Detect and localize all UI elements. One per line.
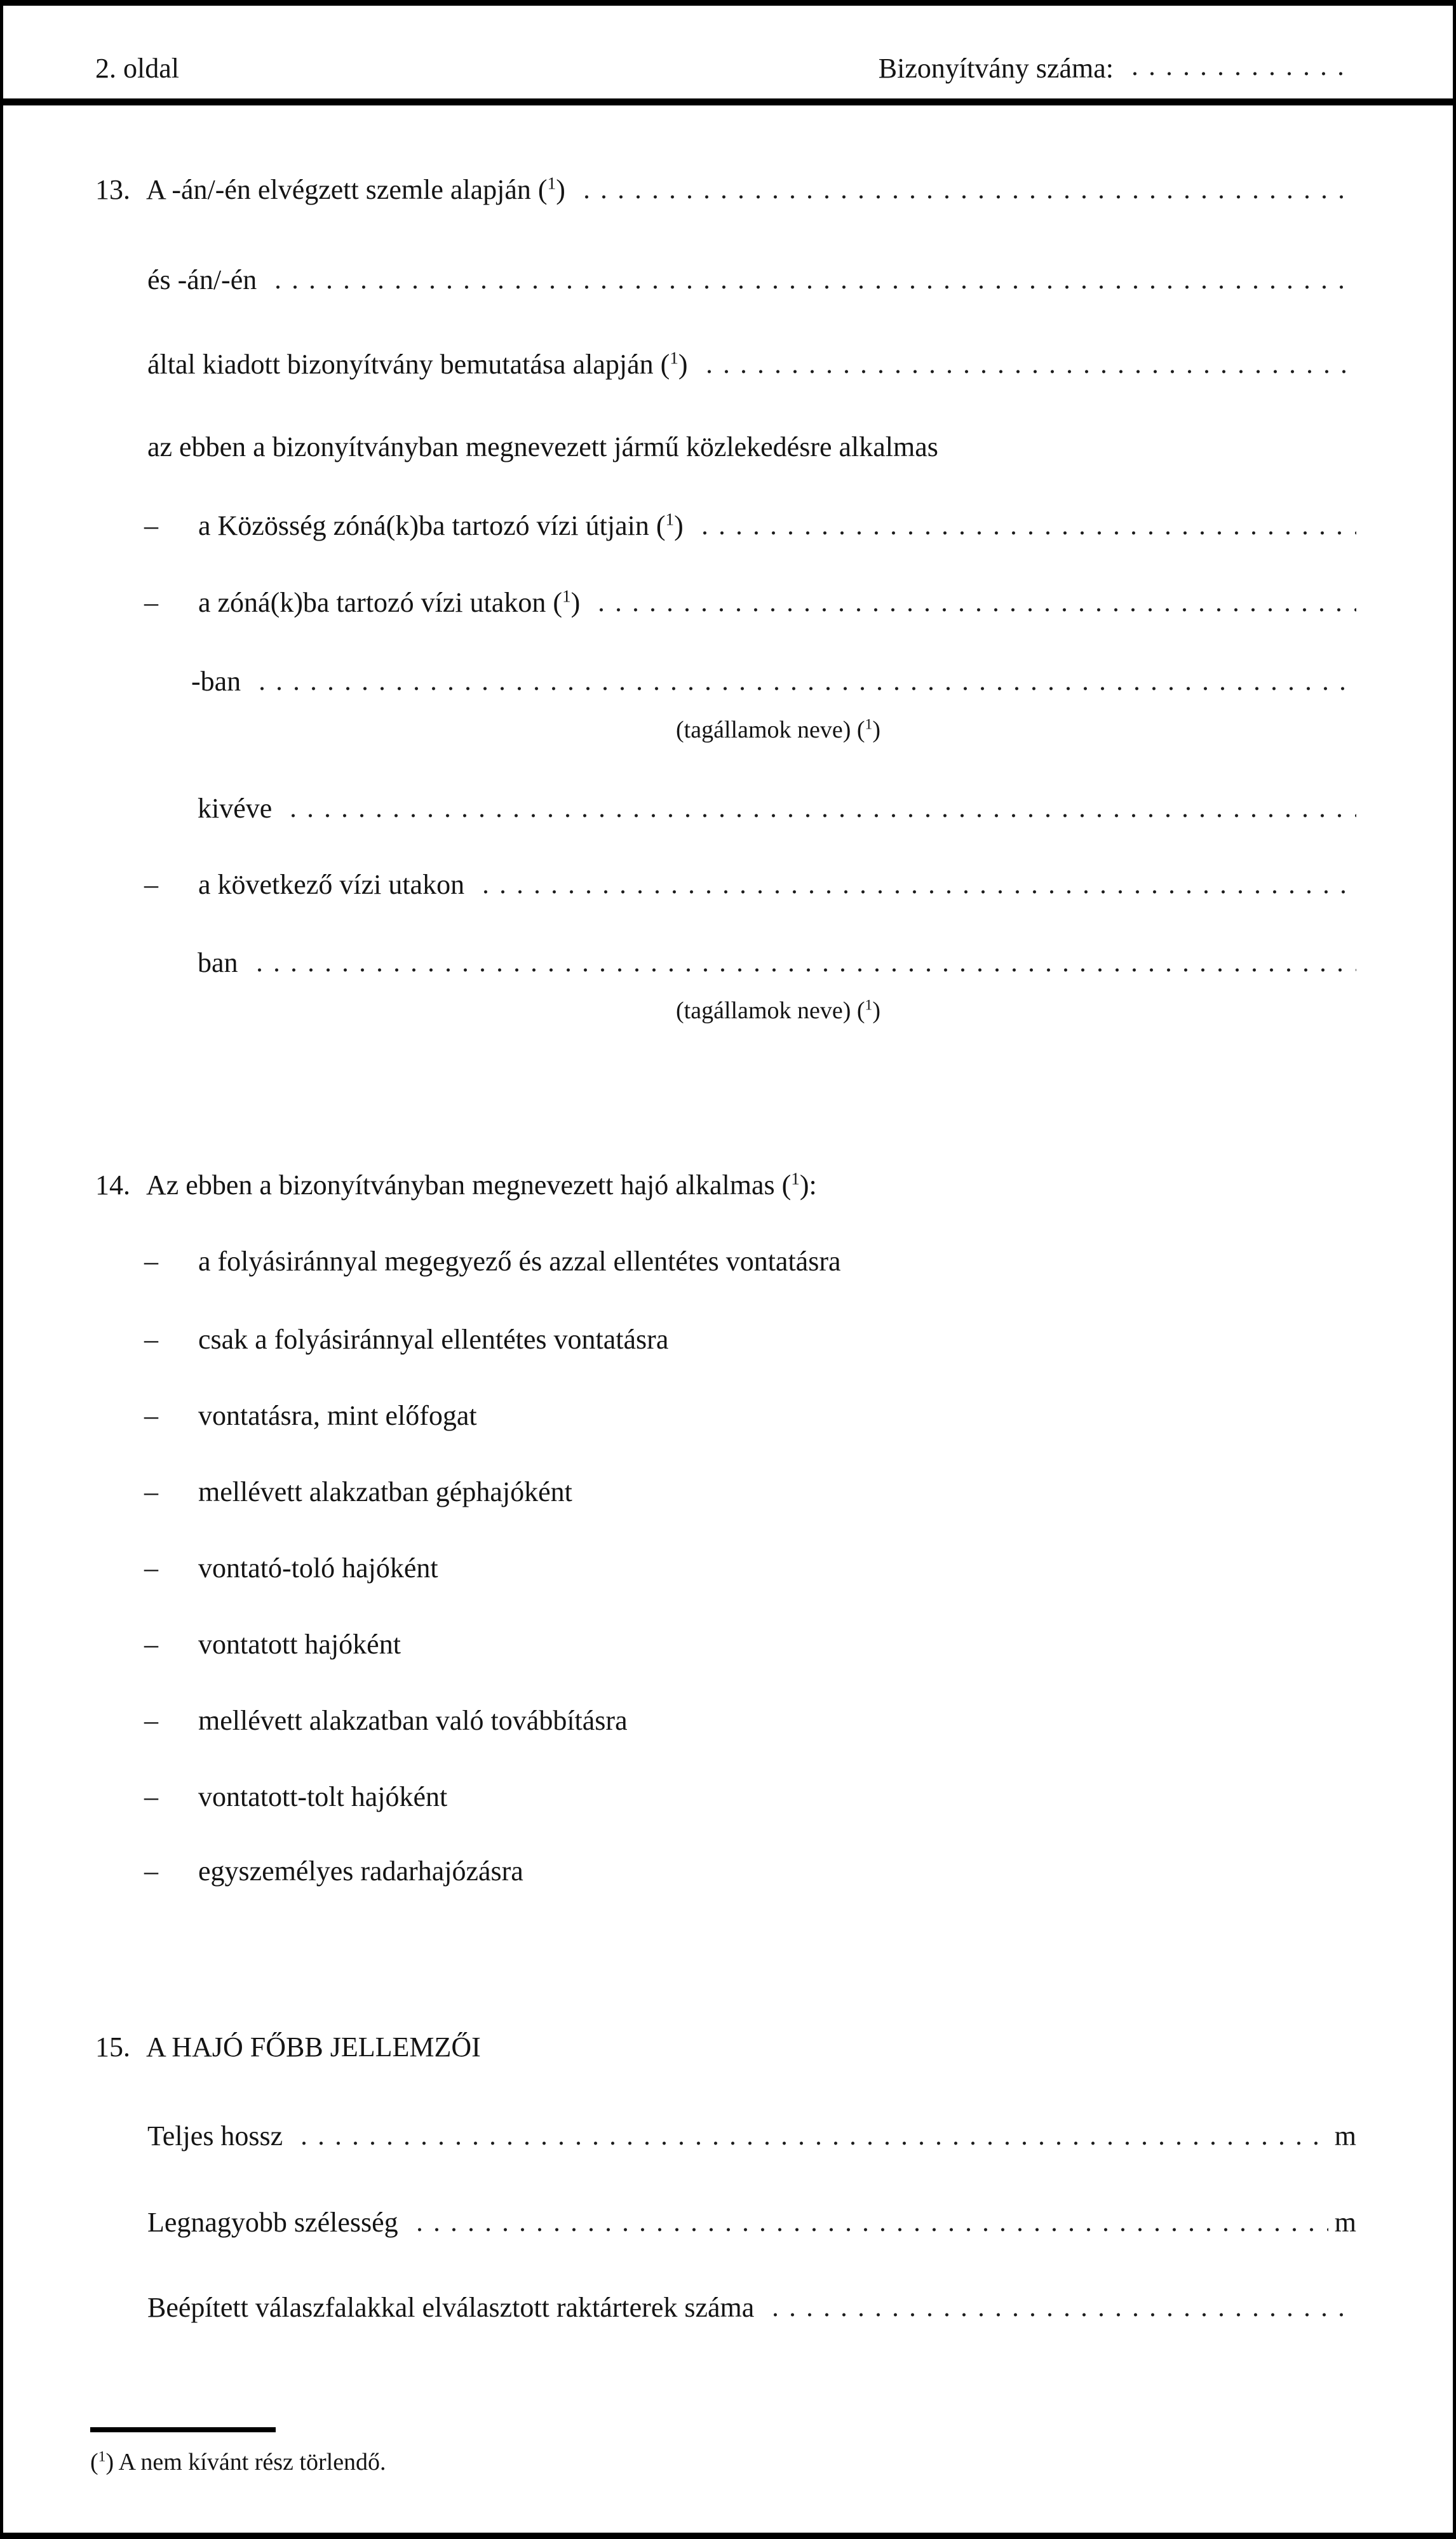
dash-bullet: – [144, 1855, 158, 1887]
item-14-option-label: vontatásra, mint előfogat [198, 1400, 477, 1431]
item-13-following-waterways-row [144, 867, 1356, 903]
item-13-community-zones-row [144, 508, 1356, 544]
metric-row-hold-count [147, 2290, 1356, 2326]
dotted-fill-line [278, 795, 1356, 826]
dotted-fill-line [289, 2122, 1328, 2154]
dash-bullet: – [144, 869, 158, 900]
dotted-fill-line [760, 2294, 1356, 2326]
item-13-number: 13. [95, 174, 130, 205]
item-13-and-label: és -án/-én [147, 264, 257, 295]
dotted-fill-line [572, 176, 1356, 208]
unit-label: m [1334, 2120, 1356, 2152]
certificate-number-dotted-line [1120, 53, 1356, 84]
unit-label: m [1334, 2207, 1356, 2238]
page-header [3, 6, 1453, 105]
item-13-intro-label: A -án/-én elvégzett szemle alapján ($^1$) [146, 173, 565, 205]
item-13-and-row [147, 262, 1356, 298]
item-14-title-label: Az ebben a bizonyítványban megnevezett hajó alkalmas ($^1$): [146, 1169, 817, 1201]
dotted-fill-line [471, 871, 1356, 903]
member-states-caption: (tagállamok neve) ($^1$) [676, 716, 880, 743]
item-14-option-label: mellévett alakzatban való továbbításra [198, 1705, 628, 1736]
metric-label: Beépített válaszfalakkal elválasztott raktárterek száma [147, 2292, 755, 2323]
item-14-title-row [95, 1168, 1356, 1203]
item-15-number: 15. [95, 2031, 130, 2063]
dotted-fill-line [586, 589, 1356, 621]
item-14-option-label: vontató-toló hajóként [198, 1552, 438, 1584]
item-14-option-row [144, 1627, 1356, 1662]
item-14-option-row [144, 1244, 1356, 1279]
zones-label: a zóná(k)ba tartozó vízi utakon ($^1$) [198, 586, 581, 618]
dotted-fill-line [405, 2209, 1328, 2240]
footnote-text: ($^1$) A nem kívánt rész törlendő. [90, 2448, 386, 2475]
metric-label: Teljes hossz [147, 2120, 283, 2152]
item-14-option-row [144, 1474, 1356, 1510]
dotted-fill-line [263, 266, 1356, 298]
item-14-option-row [144, 1322, 1356, 1357]
item-14-option-label: mellévett alakzatban géphajóként [198, 1476, 572, 1507]
dash-bullet: – [144, 510, 158, 541]
item-13-fit-row [147, 429, 1356, 465]
item-14-number: 14. [95, 1169, 130, 1201]
item-13-zones-row [144, 585, 1356, 621]
page-number-label: 2. oldal [95, 53, 179, 84]
community-zones-label: a Közösség zóná(k)ba tartozó vízi útjain ($^1$) [198, 509, 684, 541]
dotted-fill-line [694, 351, 1356, 382]
member-states-caption: (tagállamok neve) ($^1$) [676, 997, 880, 1024]
dash-bullet: – [144, 1781, 158, 1812]
dash-bullet: – [144, 1324, 158, 1355]
item-14-option-row [144, 1779, 1356, 1815]
dash-bullet: – [144, 1400, 158, 1431]
dotted-fill-line [690, 512, 1356, 544]
metric-row-max-breadth [147, 2205, 1356, 2240]
dash-bullet: – [144, 587, 158, 618]
footnote-separator [90, 2427, 276, 2432]
item-15-title-label: A HAJÓ FŐBB JELLEMZŐI [146, 2031, 481, 2063]
item-14-option-label: csak a folyásiránnyal ellentétes vontatásra [198, 1324, 669, 1355]
item-13-intro-row [95, 172, 1356, 208]
dash-bullet: – [144, 1629, 158, 1660]
dotted-fill-line [247, 668, 1356, 699]
item-13-issued-label: által kiadott bizonyítvány bemutatása alapján ($^1$) [147, 348, 688, 380]
item-14-option-label: vontatott hajóként [198, 1629, 401, 1660]
dash-bullet: – [144, 1552, 158, 1584]
dash-bullet: – [144, 1476, 158, 1507]
item-13-issued-row [147, 347, 1356, 382]
dash-bullet: – [144, 1705, 158, 1736]
ban-suffix-label: -ban [191, 666, 241, 697]
dotted-fill-line [245, 949, 1356, 981]
metric-row-total-length [147, 2118, 1356, 2154]
item-14-option-row [144, 1854, 1356, 1889]
item-13-except-row [198, 791, 1356, 826]
item-15-title-row [95, 2030, 1356, 2065]
item-14-option-label: vontatott-tolt hajóként [198, 1781, 448, 1812]
item-14-option-row [144, 1551, 1356, 1586]
dash-bullet: – [144, 1246, 158, 1277]
item-13-fit-label: az ebben a bizonyítványban megnevezett jármű közlekedésre alkalmas [147, 431, 938, 462]
item-13-ban-row-2 [198, 945, 1356, 981]
item-14-option-label: egyszemélyes radarhajózásra [198, 1855, 523, 1887]
item-13-ban-row-1 [191, 664, 1356, 699]
metric-label: Legnagyobb szélesség [147, 2207, 398, 2238]
certificate-number-row [879, 52, 1356, 84]
following-waterways-label: a következő vízi utakon [198, 869, 465, 900]
except-label: kivéve [198, 793, 273, 824]
ban-suffix-label: ban [198, 947, 238, 978]
item-14-option-label: a folyásiránnyal megegyező és azzal ellentétes vontatásra [198, 1246, 841, 1277]
item-14-option-row [144, 1703, 1356, 1739]
item-14-option-row [144, 1398, 1356, 1434]
certificate-number-label: Bizonyítvány száma: [878, 53, 1114, 84]
